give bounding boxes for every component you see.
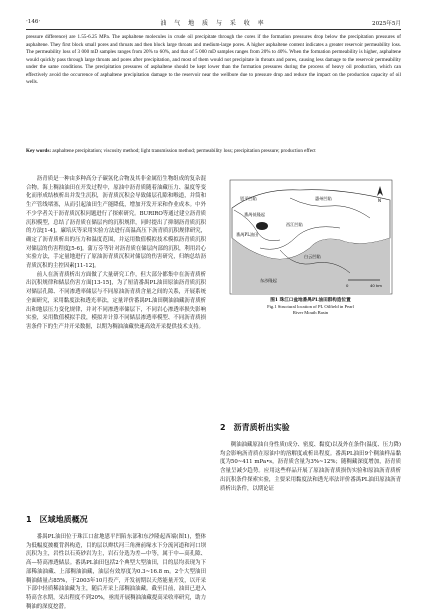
journal-title: 油 气 地 质 与 采 收 率: [160, 20, 267, 27]
running-header: [26, 18, 401, 30]
figure-1-caption: [220, 298, 401, 316]
scale-label-40: 40 km: [370, 283, 382, 288]
intro-paragraph-1: 沥青质是一种由多种高分子碳氢化合物及其非金属衍生物组成的复杂混合物。海上稠油油田在开发过程中，原油中沥青质随着油藏压力、温度等变化而形成结核析出并发生沉积，沥青质沉积会导致储层孔隙和喉道，并筒和生产管线堵塞，从而引起油田生产能降低，增加开发开采和作业成本。中外不少学者关于沥青质沉积问题进行了探索研究。BURIRO等通过建立沥青质沉积模型，总结了沥青质在储层内的沉积规律，同时提出了抑制沥青质沉积的方法[1-4]。廉培庆等采用实验方法进行高温高压下沥青质沉积规律研究，确定了沥青质析出的压力和温度范围，并运用数值模拟技术模拟沥青质沉积对储层的伤害程度[5-6]。蒲万芬等针对沥青质在储层内部的沉积，利用岩心实验方法，手定量地进行了原油沥青质沉积对储层的伤害研究，归纳总结沥青质沉积的主控因素[11-12]。: [26, 176, 206, 270]
label-panyu-low: 番禺低隆起: [244, 212, 265, 217]
page-number: ·146·: [26, 19, 41, 25]
caption-english-line-2: River Mouth Basin: [292, 310, 329, 315]
label-dongsha: 东沙隆起: [260, 278, 277, 283]
left-column: [26, 175, 206, 332]
section-2-paragraph: 稠油油藏原油自身性质(成分、密度、黏度)以及外在条件(温度、压力降)均会影响沥青质在原油中的溶解度或析出程度。番禺PL油田9个稠油样品黏度为50~411 mPa•s，沥青质含量为3%~12%；随稠藏深度增加，沥青质含量呈减少趋势。应用这些样品开展了原油沥青质损伤实验和原油沥青质析出沉积条件探索实验，主要采用黏度法和透光率法评价番禺PL油田原油沥青质析出条件，以期论证: [220, 442, 401, 492]
label-panyu-pl: 番禺PL油田: [236, 232, 259, 237]
section-1-body: [26, 533, 206, 611]
label-enping: 恩平凹陷: [240, 196, 257, 201]
section-2-title: 沥青质析出实验: [233, 423, 290, 432]
section-1-heading: [26, 514, 88, 525]
section-1-title: 区域地质概况: [39, 515, 88, 524]
keywords-label: Key words:: [26, 148, 52, 154]
section-2-number: 2: [220, 423, 226, 432]
intro-paragraph-2: 前人在沥青质析出方面做了大量研究工作，但大部分都集中在沥青质析出沉积规律和储层伤害方面[13-15]，为了厘清番禺PL油田原油沥青质沉积对储层孔隙、不同渗透率储层与不同原油沥青质含量之间的关系，开展系统全面研究，采用黏度法和透光率法，定量评价番禺PL油田稠油油藏沥青质析出和地层压力变化规律，并对不同渗透率储层下，不同岩心渗透率损失影响实验，采用数值模拟手段，模拟并计算不同储层渗透率模型、不同沥青质损害条件下的生产井开采数据，以期为稠油油藏快速高效开采提供技术支持。: [26, 271, 206, 330]
caption-chinese: 图1 珠江口盆地番禺PL油田群构造位置: [270, 298, 351, 303]
keywords: [26, 148, 401, 156]
panyu-pl-oilfield-marker: [256, 222, 268, 230]
label-baiyun: 白云凹陷: [304, 254, 321, 259]
keywords-text: asphaltene precipitation; viscosity method; light transmission method; permeability loss; precipitation pressure; production effect: [52, 148, 316, 154]
section-2-body: [220, 441, 401, 493]
abstract-english: pressure difference) are 1.55-6.25 MPa. The asphaltene molecules in crude oil precipitate through the cores if the formation pressures drop below the precipitation pressures of asphaltene. They first block small pores and throats and then block large throats and medium-large pores. A higher asphaltene content indicates a greater reservoir permeability loss. The permeability loss of 3 000 mD samples ranges from 20% to 60%, and that of 5 000 mD samples ranges from 20% to 40%. When the formation permeability is higher, asphaltene would quickly pass through large throats and pores after precipitation, and most of them would not precipitate in throats and pores, causing less damage to the reservoir permeability under the same conditions. The precipitation pressures of asphaltene should be kept lower than the formation pressures during the process of heavy oil production, which can effectively avoid the occurrence of asphaltene precipitation damage to the reservoir near the wellbore due to pressure drop and reduce the impact on the production capacity of oil wells.: [26, 34, 401, 86]
structural-map: [220, 178, 401, 296]
caption-english-line-1: Fig.1 Structural location of PL Oilfield in Pearl: [267, 304, 354, 309]
section-1-paragraph: 番禺PL油田位于珠江口盆地恩平凹陷东部和东沙隆起西端(图1)，整体为低幅度披覆背斜构造，目的层以辫状河三角洲前缘水下分流河道和河口坝沉积为主，岩性以石英砂岩为主，岩石分选为差—中等，属于中—高孔隙、高—特高渗透储层。番禺PL油田包括2个典型大型油田，目的层均表现为下部稀油油藏、上部稠油油藏，油层有效厚度为0.3~16.8 m。2个大型油田稠油储量占85%，于2003年10月投产，开发初期以天然能量开发，以开采下部中轻质稀油油藏为主，随后开采上部稠油油藏。截至目前，油田已进入特高含水期，采出程度不到20%，亟需开展稠油油藏提高采收率研究，助力稠油的深度挖潜。: [26, 534, 206, 610]
label-huizhou: 惠州凹陷: [315, 196, 332, 201]
label-xijiang: 西江凹陷: [286, 222, 303, 227]
section-2-heading: [220, 422, 290, 433]
scale-label-0: 0: [346, 283, 349, 288]
section-1-number: 1: [26, 515, 32, 524]
north-label: N: [378, 198, 381, 203]
issue-date: 2025年5月: [372, 21, 401, 27]
